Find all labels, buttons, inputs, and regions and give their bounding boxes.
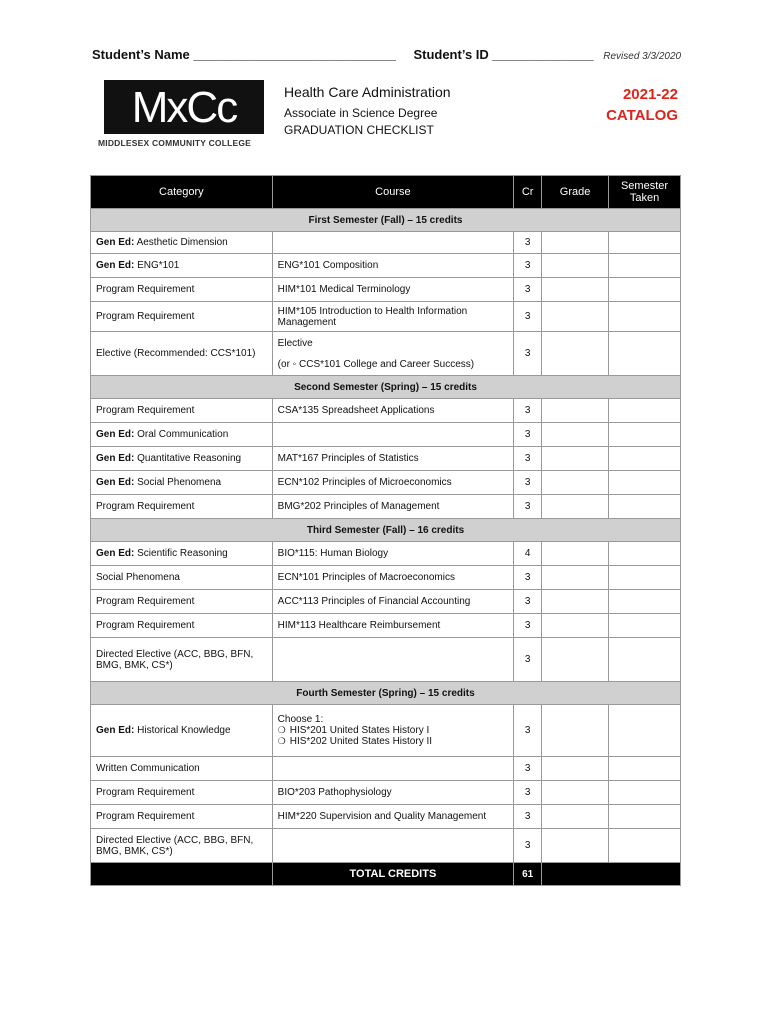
col-credits: Cr [514, 176, 542, 209]
table-row [91, 590, 681, 614]
total-label: TOTAL CREDITS [272, 863, 513, 886]
course-text: CSA*135 Spreadsheet Applications [277, 405, 435, 416]
credits-cell: 3 [514, 447, 542, 471]
grade-cell[interactable] [542, 781, 609, 805]
grade-cell[interactable] [542, 495, 609, 519]
category-cell [91, 471, 273, 495]
category-cell [91, 638, 273, 682]
category-cell [91, 781, 273, 805]
credits-cell: 3 [514, 332, 542, 376]
category-cell [91, 495, 273, 519]
credits-cell: 3 [514, 705, 542, 757]
table-row [91, 495, 681, 519]
course-cell [272, 423, 513, 447]
grade-cell[interactable] [542, 471, 609, 495]
semester-header [91, 209, 681, 232]
checklist-title: GRADUATION CHECKLIST [284, 123, 434, 137]
grade-cell[interactable] [542, 757, 609, 781]
checklist-body [91, 209, 681, 886]
category-text: Program Requirement [96, 405, 195, 416]
category-cell [91, 447, 273, 471]
table-row [91, 638, 681, 682]
course-cell [272, 302, 513, 332]
semester-taken-cell[interactable] [609, 705, 681, 757]
grade-cell[interactable] [542, 278, 609, 302]
category-text: Program Requirement [96, 311, 195, 322]
course-text: Elective [277, 337, 313, 349]
semester-taken-cell[interactable] [609, 278, 681, 302]
gen-ed-prefix: Gen Ed: [96, 548, 135, 559]
table-row [91, 705, 681, 757]
category-cell [91, 278, 273, 302]
category-text: Program Requirement [96, 596, 195, 607]
gen-ed-prefix: Gen Ed: [96, 477, 135, 488]
category-cell [91, 332, 273, 376]
student-info-line [92, 47, 692, 62]
semester-taken-cell[interactable] [609, 590, 681, 614]
course-text: MAT*167 Principles of Statistics [277, 453, 419, 464]
course-option[interactable] [278, 736, 508, 747]
checkbox-icon[interactable]: ❍ [277, 736, 286, 746]
semester-title: First Semester (Fall) – 15 credits [91, 209, 681, 232]
category-text: Aesthetic Dimension [134, 237, 228, 248]
semester-taken-cell[interactable] [609, 829, 681, 863]
category-text: Program Requirement [96, 284, 195, 295]
table-row [91, 829, 681, 863]
logo-college-name: MIDDLESEX COMMUNITY COLLEGE [98, 138, 252, 148]
table-row [91, 471, 681, 495]
course-text: ECN*102 Principles of Microeconomics [277, 477, 452, 488]
option-text: HIS*201 United States History I [289, 725, 430, 736]
grade-cell[interactable] [542, 829, 609, 863]
credits-cell: 3 [514, 423, 542, 447]
category-cell [91, 566, 273, 590]
total-spacer [91, 863, 273, 886]
college-logo [98, 80, 268, 150]
category-cell [91, 757, 273, 781]
semester-taken-cell[interactable] [609, 566, 681, 590]
credits-cell: 3 [514, 781, 542, 805]
credits-cell: 3 [514, 254, 542, 278]
semester-taken-cell[interactable] [609, 614, 681, 638]
grade-cell[interactable] [542, 614, 609, 638]
course-cell [272, 399, 513, 423]
grade-cell[interactable] [542, 705, 609, 757]
category-text: Directed Elective (ACC, BBG, BFN, BMG, BMK, CS*) [96, 648, 254, 671]
course-text: ENG*101 Composition [277, 260, 379, 271]
course-cell [272, 232, 513, 254]
logo-mark: MxCc [131, 83, 237, 132]
category-cell [91, 542, 273, 566]
category-text: Historical Knowledge [134, 725, 231, 736]
semester-title: Fourth Semester (Spring) – 15 credits [91, 682, 681, 705]
course-cell [272, 542, 513, 566]
category-cell [91, 232, 273, 254]
course-text: ACC*113 Principles of Financial Accounting [277, 596, 471, 607]
student-id-label: Student’s ID ______________ [413, 47, 594, 62]
category-text: Written Communication [96, 763, 200, 774]
category-cell [91, 805, 273, 829]
credits-cell: 3 [514, 566, 542, 590]
category-text: Elective (Recommended: CCS*101) [96, 348, 256, 359]
grade-cell[interactable] [542, 805, 609, 829]
semester-taken-cell[interactable] [609, 423, 681, 447]
table-row [91, 399, 681, 423]
col-category: Category [91, 176, 273, 209]
course-cell [272, 805, 513, 829]
table-row [91, 423, 681, 447]
gen-ed-prefix: Gen Ed: [96, 453, 135, 464]
table-row [91, 757, 681, 781]
semester-taken-cell[interactable] [609, 781, 681, 805]
category-text: Program Requirement [96, 501, 195, 512]
grade-cell[interactable] [542, 638, 609, 682]
semester-taken-cell[interactable] [609, 757, 681, 781]
category-text: Social Phenomena [134, 477, 222, 488]
semester-taken-cell[interactable] [609, 805, 681, 829]
course-cell [272, 638, 513, 682]
gen-ed-prefix: Gen Ed: [96, 725, 135, 736]
total-filler [542, 863, 681, 886]
table-row [91, 542, 681, 566]
table-row [91, 447, 681, 471]
col-grade: Grade [542, 176, 609, 209]
table-row [91, 254, 681, 278]
grade-cell[interactable] [542, 542, 609, 566]
course-alternative: (or ◦ CCS*101 College and Career Success) [277, 358, 475, 370]
semester-taken-cell[interactable] [609, 495, 681, 519]
category-cell [91, 705, 273, 757]
course-text: HIM*101 Medical Terminology [277, 284, 411, 295]
catalog-year-value: 2021-22 [622, 86, 678, 103]
degree-title: Associate in Science Degree [284, 106, 438, 120]
semester-header [91, 682, 681, 705]
category-text: Social Phenomena [96, 572, 180, 583]
revised-date: Revised 3/3/2020 [603, 51, 682, 62]
student-name-label: Student’s Name ____________________________ [92, 47, 396, 62]
credits-cell: 3 [514, 829, 542, 863]
option-text: HIS*202 United States History II [289, 736, 433, 747]
category-cell [91, 829, 273, 863]
col-semester-taken: Semester Taken [609, 176, 681, 209]
col-course: Course [272, 176, 513, 209]
category-text: Program Requirement [96, 811, 195, 822]
semester-title: Second Semester (Spring) – 15 credits [91, 376, 681, 399]
course-cell [272, 614, 513, 638]
grade-cell[interactable] [542, 232, 609, 254]
gen-ed-prefix: Gen Ed: [96, 260, 135, 271]
course-cell [272, 495, 513, 519]
course-cell [272, 590, 513, 614]
table-row [91, 805, 681, 829]
credits-cell: 3 [514, 302, 542, 332]
course-text: BIO*203 Pathophysiology [277, 787, 392, 798]
semester-taken-cell[interactable] [609, 542, 681, 566]
grade-cell[interactable] [542, 423, 609, 447]
credits-cell: 3 [514, 614, 542, 638]
table-row [91, 232, 681, 254]
credits-cell: 3 [514, 399, 542, 423]
checklist-table [90, 175, 681, 886]
course-cell [272, 781, 513, 805]
course-cell [272, 278, 513, 302]
checkbox-icon[interactable]: ❍ [277, 725, 286, 735]
table-header-row [91, 176, 681, 209]
credits-cell: 3 [514, 232, 542, 254]
program-heading [284, 84, 451, 137]
catalog-year [606, 84, 678, 126]
course-text: HIM*113 Healthcare Reimbursement [277, 620, 441, 631]
grade-cell[interactable] [542, 447, 609, 471]
semester-taken-cell[interactable] [609, 302, 681, 332]
credits-cell: 3 [514, 278, 542, 302]
semester-taken-cell[interactable] [609, 471, 681, 495]
semester-taken-cell[interactable] [609, 638, 681, 682]
semester-taken-cell[interactable] [609, 232, 681, 254]
course-text: Choose 1: [277, 714, 324, 725]
credits-cell: 3 [514, 590, 542, 614]
category-text: ENG*101 [134, 260, 180, 271]
course-cell [272, 254, 513, 278]
grade-cell[interactable] [542, 254, 609, 278]
credits-cell: 4 [514, 542, 542, 566]
category-text: Program Requirement [96, 620, 195, 631]
course-text: HIM*220 Supervision and Quality Management [277, 811, 487, 822]
course-text: HIM*105 Introduction to Health Information Management [277, 305, 468, 328]
semester-header [91, 519, 681, 542]
credits-cell: 3 [514, 471, 542, 495]
gen-ed-prefix: Gen Ed: [96, 237, 135, 248]
program-title: Health Care Administration [284, 84, 451, 100]
credits-cell: 3 [514, 638, 542, 682]
course-option[interactable] [278, 725, 508, 736]
gen-ed-prefix: Gen Ed: [96, 429, 135, 440]
category-text: Oral Communication [134, 429, 229, 440]
grade-cell[interactable] [542, 566, 609, 590]
credits-cell: 3 [514, 805, 542, 829]
course-text: ECN*101 Principles of Macroeconomics [277, 572, 455, 583]
category-text: Program Requirement [96, 787, 195, 798]
course-cell [272, 757, 513, 781]
category-cell [91, 254, 273, 278]
semester-title: Third Semester (Fall) – 16 credits [91, 519, 681, 542]
total-credits: 61 [514, 863, 542, 886]
total-row [91, 863, 681, 886]
table-row [91, 278, 681, 302]
category-cell [91, 302, 273, 332]
course-cell [272, 705, 513, 757]
table-row [91, 332, 681, 376]
grade-cell[interactable] [542, 332, 609, 376]
course-text: BIO*115: Human Biology [277, 548, 389, 559]
grade-cell[interactable] [542, 399, 609, 423]
semester-taken-cell[interactable] [609, 332, 681, 376]
semester-taken-cell[interactable] [609, 447, 681, 471]
course-cell [272, 829, 513, 863]
category-text: Scientific Reasoning [134, 548, 228, 559]
course-cell [272, 447, 513, 471]
table-row [91, 614, 681, 638]
table-row [91, 781, 681, 805]
credits-cell: 3 [514, 757, 542, 781]
course-cell [272, 566, 513, 590]
category-cell [91, 614, 273, 638]
grade-cell[interactable] [542, 302, 609, 332]
course-cell [272, 471, 513, 495]
course-cell [272, 332, 513, 376]
category-cell [91, 590, 273, 614]
category-text: Directed Elective (ACC, BBG, BFN, BMG, BMK, CS*) [96, 834, 254, 857]
credits-cell: 3 [514, 495, 542, 519]
table-row [91, 302, 681, 332]
semester-header [91, 376, 681, 399]
category-text: Quantitative Reasoning [134, 453, 242, 464]
semester-taken-cell[interactable] [609, 254, 681, 278]
course-text: BMG*202 Principles of Management [277, 501, 440, 512]
category-cell [91, 399, 273, 423]
semester-taken-cell[interactable] [609, 399, 681, 423]
table-row [91, 566, 681, 590]
catalog-label: CATALOG [606, 107, 678, 124]
category-cell [91, 423, 273, 447]
grade-cell[interactable] [542, 590, 609, 614]
